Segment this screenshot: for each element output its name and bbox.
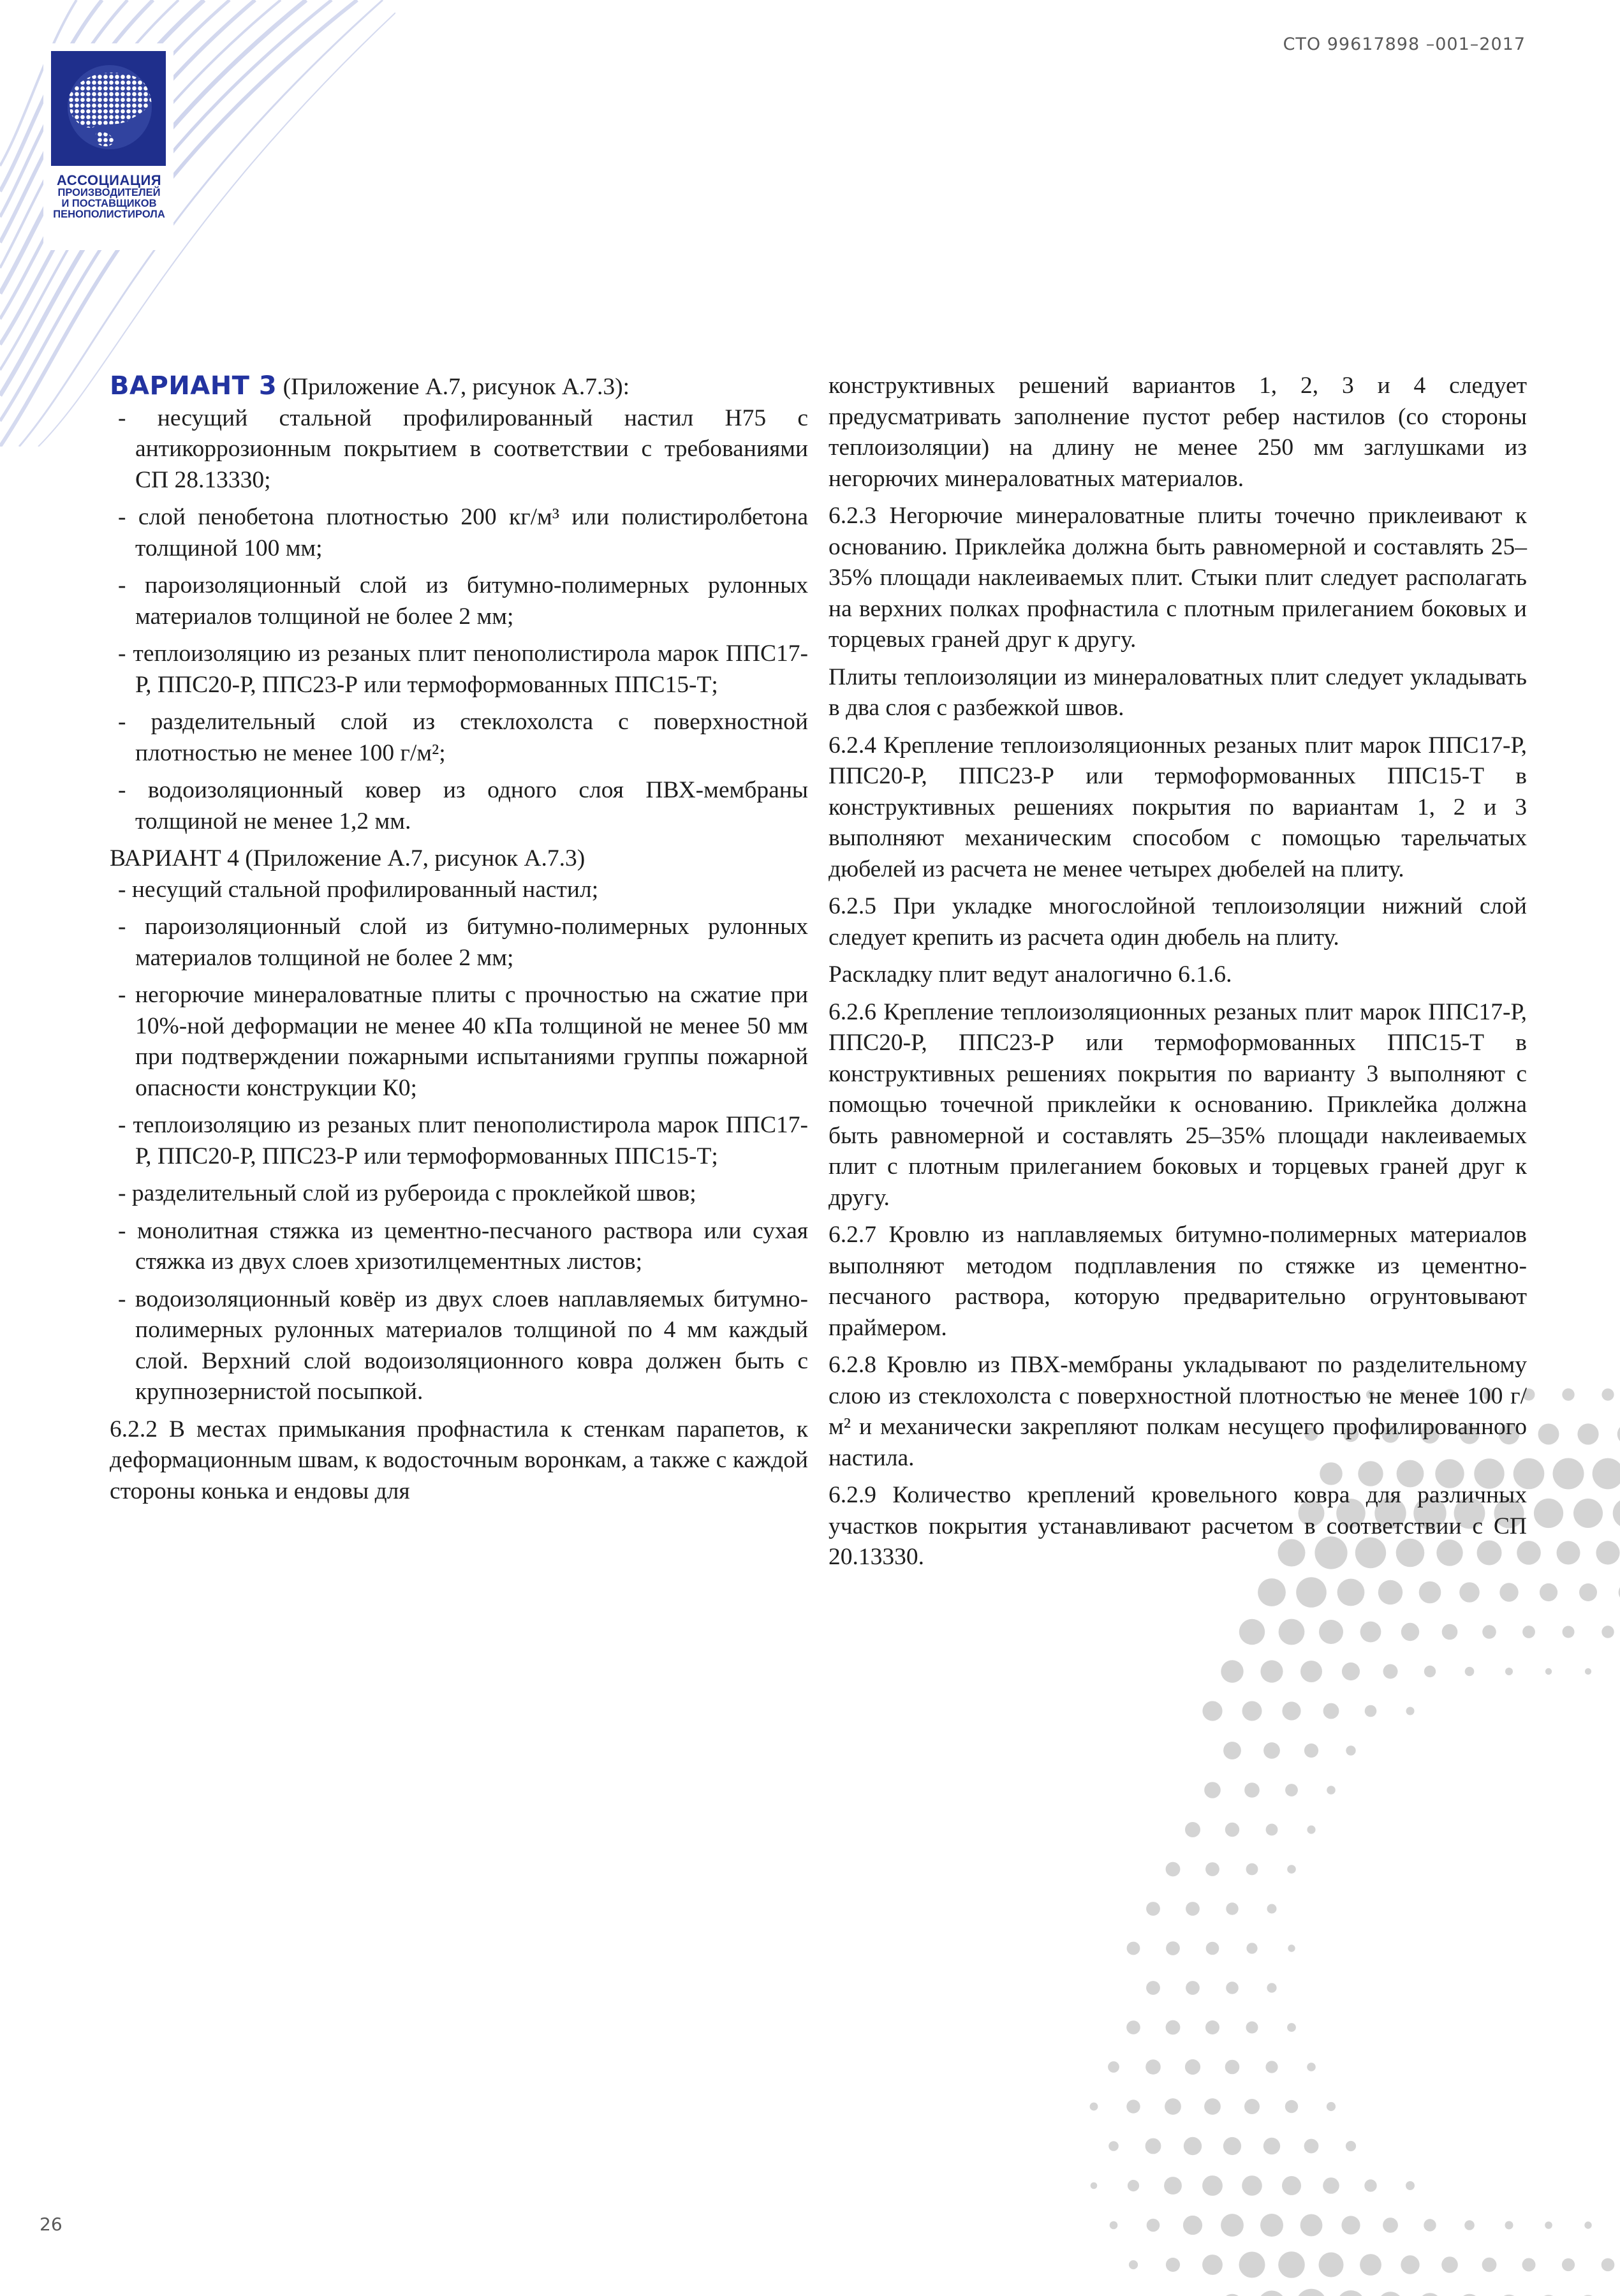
halftone-dot [1258,2291,1286,2296]
list-item: - пароизоляционный слой из битумно-полимерных рулонных материалов толщиной не более 2 мм; [118,572,808,630]
paragraph-6-2-5: 6.2.5 При укладке многослойной теплоизоляции нижний слой следует крепить из расчета один дюбель на плиту. [828,893,1527,951]
halftone-dot [1602,1626,1614,1638]
halftone-dot [1242,2175,1262,2196]
halftone-dot [1166,1862,1181,1877]
halftone-dot [1360,2254,1381,2276]
halftone-dot [1346,2141,1356,2151]
halftone-dot [1378,1580,1403,1604]
halftone-dot [1204,2098,1221,2115]
halftone-dot [1534,1499,1563,1528]
halftone-dot [1378,2292,1403,2296]
halftone-dot [1613,1499,1620,1529]
halftone-dot [1265,2061,1278,2073]
halftone-dot [1465,1667,1475,1677]
halftone-dot [1246,2022,1258,2034]
halftone-dot [1166,2258,1180,2272]
halftone-dot [1206,1942,1219,1955]
halftone-dot [1108,2141,1119,2151]
halftone-dot [1540,1583,1557,1601]
halftone-dot [1166,1941,1180,1955]
association-logo [45,45,172,249]
halftone-dot [1401,1623,1419,1641]
halftone-dot [1584,2221,1591,2228]
halftone-dot [1244,1782,1260,1798]
halftone-dot [1145,2138,1161,2154]
halftone-dot [1482,2258,1497,2272]
halftone-dot [1327,2102,1336,2111]
halftone-dot [1401,2255,1419,2274]
halftone-dot [1553,1458,1584,1490]
halftone-dot [1585,1668,1591,1675]
halftone-dot [1505,1668,1513,1675]
list-item: - несущий стальной профилированный настил; [118,876,599,903]
halftone-dot [1522,2258,1536,2272]
variant-3-reference: (Приложение А.7, рисунок А.7.3): [277,374,630,400]
halftone-dot [1341,2216,1360,2234]
halftone-dot [1323,1703,1339,1719]
halftone-dot [1091,2182,1098,2189]
halftone-dot [1563,1626,1575,1638]
variant-3-heading [110,371,808,403]
halftone-dot [1424,1666,1436,1677]
halftone-dot [1617,1424,1620,1445]
halftone-dot [1205,2020,1219,2034]
halftone-dot [1327,1786,1336,1795]
list-item: - монолитная стяжка из цементно-песчаного раствора или сухая стяжка из двух слоев хризотилцементных листов; [118,1217,808,1275]
halftone-dot [1442,1624,1458,1640]
halftone-dot [1346,1745,1355,1755]
halftone-dot [1239,1619,1265,1645]
paragraph-6-2-4: 6.2.4 Крепление теплоизоляционных резаных плит марок ППС17-Р, ППС20-Р, ППС23-Р или термоформованных ППС15-Т в конструктивных решениях покрытия по вариантам 1, 2 и 3 выполняют механическим способом с помощью тарельчатых дюбелей из расчета не менее четырех дюбелей на плиту. [828,732,1527,882]
halftone-dot [1166,2020,1181,2035]
halftone-dot [1602,2258,1615,2272]
paragraph-6-2-2-end: конструктивных решений вариантов 1, 2, 3 и 4 следует предусматривать заполнение пустот ребер настилов (со стороны теплоизоляции) на длину не менее 250 мм заглушками из негорючих минераловатных материалов. [828,373,1527,492]
halftone-dot [1300,2214,1323,2237]
halftone-dot [1279,1619,1305,1645]
halftone-dot [1562,1388,1574,1400]
halftone-dot [1562,2258,1575,2271]
halftone-dot [1165,2098,1181,2115]
halftone-dot [1202,2175,1223,2196]
logo-line-1: АССОЦИАЦИЯ [56,172,162,188]
halftone-dot [1593,1458,1620,1490]
halftone-dot [1129,2260,1138,2269]
halftone-dot [1147,2219,1160,2232]
halftone-dot [1226,1981,1239,1994]
left-column [110,371,808,1513]
halftone-dot [1300,1661,1322,1682]
halftone-dot [1304,1744,1318,1758]
halftone-dot [1185,2059,1200,2075]
halftone-dot [1266,1824,1278,1836]
halftone-dot [1319,1620,1343,1644]
paragraph-6-2-9: 6.2.9 Количество креплений кровельного ковра для различных участков покрытия устанавливают расчетом в соответствии с СП 20.13330. [828,1482,1527,1570]
logo-line-3: И ПОСТАВЩИКОВ [61,198,157,210]
halftone-dot [1282,1701,1300,1720]
halftone-dot [1223,2137,1241,2155]
halftone-dot [1406,1707,1415,1715]
halftone-dot [1602,1388,1614,1400]
right-column [828,371,1527,1580]
halftone-dot [1482,1625,1496,1639]
halftone-dot [1242,1701,1262,1721]
document-code: СТО 99617898 –001–2017 [1283,34,1526,54]
halftone-dot [1419,1581,1441,1604]
list-item: - теплоизоляцию из резаных плит пенополистирола марок ППС17-Р, ППС20-Р, ППС23-Р или термоформованных ППС15-Т; [118,1112,808,1169]
halftone-dot [1499,1583,1518,1601]
halftone-dot [1263,1742,1280,1759]
paragraph-layout: Раскладку плит ведут аналогично 6.1.6. [828,961,1232,988]
halftone-dot [1365,1705,1377,1717]
halftone-dot [1285,1784,1298,1796]
halftone-dot [1287,2023,1296,2032]
halftone-dot [1110,2221,1118,2230]
paragraph-6-2-3: 6.2.3 Негорючие минераловатные плиты точечно приклеивают к основанию. Приклейка должна быть равномерной и составлять 25–35% площади наклеиваемых плит. Стыки плит следует располагать на верхних полках профнастила с плотным прилеганием боковых и торцевых граней друг к другу. [828,503,1527,653]
halftone-dot [1579,1583,1597,1601]
halftone-dot [1267,1904,1277,1914]
variant-4-heading: ВАРИАНТ 4 (Приложение А.7, рисунок А.7.3) [110,845,585,871]
paragraph-plates: Плиты теплоизоляции из минераловатных плит следует укладывать в два слоя с разбежкой швов. [828,663,1527,721]
halftone-dot [1108,2061,1119,2073]
list-item: - теплоизоляцию из резаных плит пенополистирола марок ППС17-Р, ППС20-Р, ППС23-Р или термоформованных ППС15-Т; [118,641,808,698]
paragraph-6-2-2-start: 6.2.2 В местах примыкания профнастила к стенкам парапетов, к деформационным швам, к водосточным воронкам, а также с каждой стороны конька и ендовы для [110,1416,808,1504]
halftone-dot [1202,2255,1223,2275]
halftone-dot [1557,1541,1580,1565]
halftone-dot [1323,2177,1339,2194]
halftone-dot [1383,2218,1398,2233]
halftone-dot [1288,1944,1295,1952]
halftone-dot [1145,2059,1161,2075]
halftone-dot [1184,2137,1202,2155]
list-item: - негорючие минераловатные плиты с прочностью на сжатие при 10%-ной деформации не менее 40 кПа толщиной не менее 50 мм при подтверждении пожарными испытаниями группы пожарной опасности конструкции К0; [118,982,808,1101]
halftone-dot [1307,2063,1316,2071]
halftone-dot [1418,2293,1441,2296]
logo-text [50,174,168,220]
halftone-dot [1285,2100,1298,2113]
halftone-dot [1263,2138,1280,2154]
halftone-dot [1342,1663,1360,1680]
halftone-dot [1126,2020,1140,2034]
halftone-dot [1282,2176,1301,2195]
halftone-dot [1364,2179,1376,2191]
halftone-dot [1406,2181,1415,2190]
halftone-dot [1441,2256,1458,2273]
page-number: 26 [40,2214,63,2235]
halftone-dot [1522,1626,1535,1638]
list-item: - водоизоляционный ковёр из двух слоев наплавляемых битумно-полимерных рулонных материалов толщиной по 4 мм каждый слой. Верхний слой водоизоляционного ковра должен быть с крупнозернистой посыпкой. [118,1285,808,1405]
list-item: - несущий стальной профилированный настил Н75 с антикоррозионным покрытием в соответствии с требованиями СП 28.13330; [118,404,808,493]
halftone-dot [1307,1825,1315,1833]
halftone-dot [1221,1660,1243,1682]
halftone-dot [1146,1981,1160,1995]
halftone-dot [1464,2220,1475,2230]
halftone-dot [1204,1782,1221,1798]
halftone-dot [1278,2251,1305,2278]
halftone-dot [1183,2216,1202,2235]
halftone-dot [1205,1862,1219,1876]
halftone-dot [1186,1902,1200,1916]
halftone-dot [1545,2221,1552,2229]
halftone-dot [1319,2253,1344,2277]
list-item: - пароизоляционный слой из битумно-полимерных рулонных материалов толщиной не более 2 мм; [118,914,808,971]
list-item: - разделительный слой из рубероида с проклейкой швов; [118,1180,696,1206]
halftone-dot [1573,1499,1603,1528]
halftone-dot [1383,1664,1398,1679]
halftone-dot [1164,2177,1182,2195]
halftone-dot [1267,1983,1276,1992]
halftone-dot [1538,1424,1559,1445]
list-item: - разделительный слой из стеклохолста с поверхностной плотностью не менее 100 г/м²; [118,709,808,766]
halftone-dot [1296,1577,1327,1608]
halftone-dot [1226,1902,1238,1915]
globe-logo-mark [51,51,166,166]
halftone-dot [1246,1863,1258,1876]
halftone-dot [1424,2219,1436,2231]
halftone-dot [1287,1865,1296,1874]
halftone-dot [1545,1668,1552,1675]
paragraph-6-2-7: 6.2.7 Кровлю из наплавляемых битумно-полимерных материалов выполняют методом подплавления по стяжке из цементно-песчаного раствора, которую предварительно огрунтовывают праймером. [828,1222,1527,1341]
halftone-dot [1258,1578,1286,1606]
halftone-dot [1202,1701,1222,1721]
logo-line-2: ПРОИЗВОДИТЕЛЕЙ [57,187,161,199]
halftone-dot [1360,1622,1381,1643]
halftone-dot [1577,1423,1598,1444]
halftone-dot [1296,2289,1327,2296]
globe-icon [51,51,166,166]
list-item: - слой пенобетона плотностью 200 кг/м³ или полистиролбетона толщиной 100 мм; [118,504,808,561]
halftone-dot [1459,1582,1480,1603]
halftone-dot [1505,2221,1513,2230]
halftone-dot [1223,1742,1241,1759]
paragraph-6-2-6: 6.2.6 Крепление теплоизоляционных резаных плит марок ППС17-Р, ППС20-Р, ППС23-Р или термоформованных ППС15-Т в конструктивных решениях покрытия по варианту 3 выполняют с помощью точечной приклейки к основанию. Приклейка должна быть равномерной и составлять 25–35% площади наклеиваемых плит с плотным прилеганием боковых и торцевых граней друг к другу. [828,998,1527,1211]
halftone-dot [1596,1541,1619,1564]
halftone-dot [1304,2139,1319,2154]
halftone-dot [1337,1579,1365,1606]
halftone-dot [1260,2214,1283,2237]
halftone-dot [1244,2099,1260,2114]
variant-3-label: ВАРИАНТ 3 [110,371,277,401]
halftone-dot [1126,2100,1140,2113]
halftone-dot [1128,2180,1139,2191]
halftone-dot [1337,2290,1365,2296]
halftone-dot [1090,2103,1098,2111]
halftone-dot [1260,1660,1283,1682]
list-item: - водоизоляционный ковер из одного слоя ПВХ-мембраны толщиной не менее 1,2 мм. [118,777,808,834]
halftone-dot [1239,2252,1265,2278]
paragraph-6-2-8: 6.2.8 Кровлю из ПВХ-мембраны укладывают по разделительному слою из стеклохолста с поверхностной плотностью не менее 100 г/м² и механически закрепляют полкам несущего профилированного настила. [828,1352,1527,1471]
halftone-dot [1246,1943,1257,1953]
halftone-dot [1225,1823,1239,1837]
halftone-dot [1221,2214,1244,2237]
logo-line-4: ПЕНОПОЛИСТИРОЛА [53,209,165,221]
halftone-dot [1146,1902,1160,1916]
halftone-dot [1127,1942,1140,1955]
halftone-dot [1185,1822,1200,1837]
halftone-dot [1225,2060,1240,2075]
halftone-dot [1186,1981,1200,1995]
